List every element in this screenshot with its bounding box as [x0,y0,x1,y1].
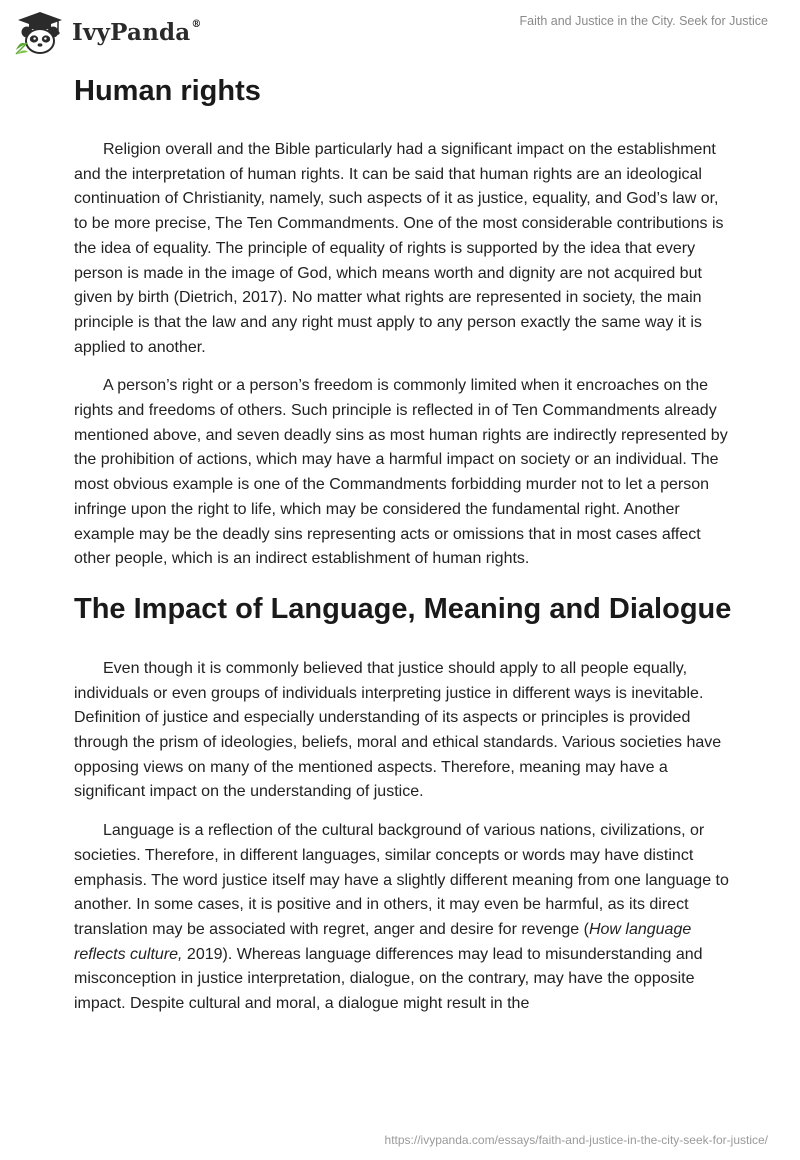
citation-title: How language reflects culture, [74,920,692,963]
paragraph: Even though it is commonly believed that justice should apply to all people equally, individuals or even groups of individuals interpreting justice in different ways is inevitable. Definition of justice and especially understanding of its aspects or principles is provided through the prism of ideologies, beliefs, moral and ethical standards. Various societies have opposing views on many of the mentioned aspects. Therefore, meaning may have a significant impact on the understanding of justice. [74,659,722,801]
paragraph-with-citation [74,819,734,1017]
panda-graduate-icon [14,10,66,56]
section-heading-human-rights: Human rights [74,75,261,107]
document-title: Faith and Justice in the City. Seek for Justice [519,14,768,28]
paragraph-text: Language is a reflection of the cultural background of various nations, civilizations, or societies. Therefore, in different languages, similar concepts or words may have distinct emphasis. The word justice itself may have a slightly different meaning from one language to another. In some cases, it is positive and in others, it may even be harmful, as its direct translation may be associated with regret, anger and desire for revenge ( [74,822,729,938]
source-url[interactable]: https://ivypanda.com/essays/faith-and-justice-in-the-city-seek-for-justice/ [384,1133,768,1147]
ivypanda-logo[interactable] [14,10,202,56]
paragraph-text: 2019). Whereas language differences may lead to misunderstanding and misconception in justice interpretation, dialogue, on the contrary, may have the opposite impact. Despite cultural and moral, a dialogue might result in the [74,945,703,1013]
paragraph: A person’s right or a person’s freedom is commonly limited when it encroaches on the rights and freedoms of others. Such principle is reflected in of Ten Commandments already mentioned above, and seven deadly sins as most human rights are indirectly represented by the prohibition of actions, which may have a harmful impact on society or an individual. The most obvious example is one of the Commandments forbidding murder not to let a person infringe upon the right to life, which may be considered the fundamental right. Another example may be the deadly sins representing acts or omissions that in most cases affect other people, which is an indirect establishment of human rights. [74,377,728,568]
paragraph: Religion overall and the Bible particularly had a significant impact on the establishment and the interpretation of human rights. It can be said that human rights are an ideological continuation of Christianity, namely, such aspects of it as justice, equality, and God’s law or, to be more precise, The Ten Commandments. One of the most considerable contributions is the idea of equality. The principle of equality of rights is supported by the idea that every person is made in the image of God, which means worth and dignity are not acquired but given by birth (Dietrich, 2017). No matter what rights are represented in society, the main principle is that the law and any right must apply to any person exactly the same way it is applied to another. [74,141,724,356]
registered-mark: ® [191,18,202,30]
page-header [0,0,800,60]
section-heading-language: The Impact of Language, Meaning and Dialogue [74,592,732,625]
logo-text: IvyPanda® [72,18,202,46]
article-body [74,68,734,1031]
